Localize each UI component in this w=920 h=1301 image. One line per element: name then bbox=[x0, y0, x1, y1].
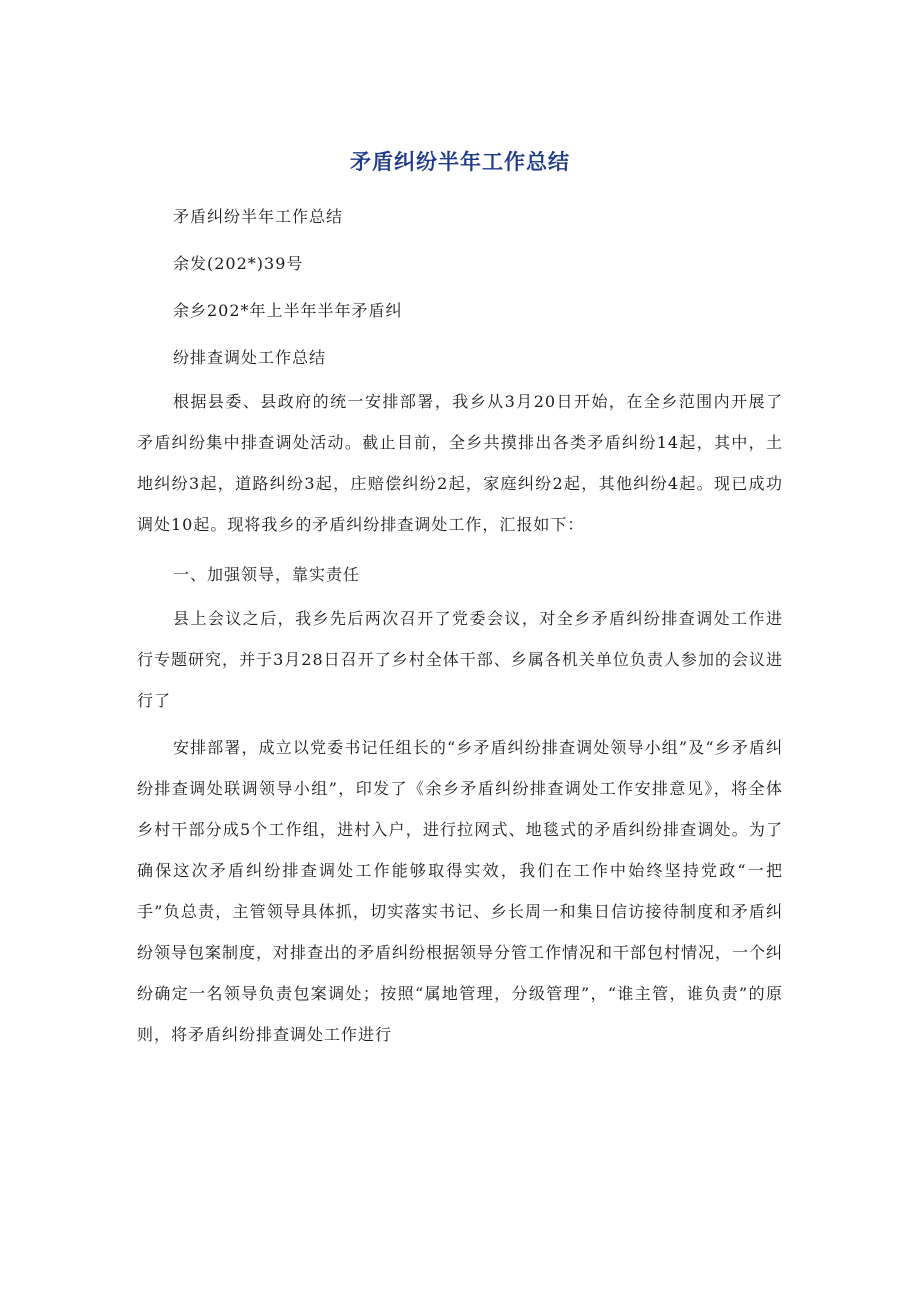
header-line-doc-number: 余发(202*)39号 bbox=[173, 254, 304, 273]
section-1-heading: 一、加强领导，靠实责任 bbox=[173, 565, 361, 584]
header-line-subtitle: 矛盾纠纷半年工作总结 bbox=[173, 207, 344, 226]
document-title: 矛盾纠纷半年工作总结 bbox=[350, 150, 570, 174]
document-body bbox=[137, 193, 783, 1061]
section-1-paragraph-1: 县上会议之后，我乡先后两次召开了党委会议，对全乡矛盾纠纷排查调处工作进行专题研究，并于3月28日召开了乡村全体干部、乡属各机关单位负责人参加的会议进行了 bbox=[137, 609, 783, 710]
header-line-report-title-part1: 余乡202*年上半年半年矛盾纠 bbox=[173, 301, 403, 320]
intro-paragraph: 根据县委、县政府的统一安排部署，我乡从3月20日开始，在全乡范围内开展了矛盾纠纷集中排查调处活动。截止目前，全乡共摸排出各类矛盾纠纷14起，其中，土地纠纷3起，道路纠纷3起，庄赔偿纠纷2起，家庭纠纷2起，其他纠纷4起。现已成功调处10起。现将我乡的矛盾纠纷排查调处工作，汇报如下： bbox=[137, 392, 783, 534]
section-1-paragraph-2: 安排部署，成立以党委书记任组长的“乡矛盾纠纷排查调处领导小组”及“乡矛盾纠纷排查调处联调领导小组”，印发了《余乡矛盾纠纷排查调处工作安排意见》，将全体乡村干部分成5个工作组，进村入户，进行拉网式、地毯式的矛盾纠纷排查调处。为了确保这次矛盾纠纷排查调处工作能够取得实效，我们在工作中始终坚持党政“一把手”负总责，主管领导具体抓，切实落实书记、乡长周一和集日信访接待制度和矛盾纠纷领导包案制度，对排查出的矛盾纠纷根据领导分管工作情况和干部包村情况，一个纠纷确定一名领导负责包案调处；按照“属地管理，分级管理”，“谁主管，谁负责”的原则，将矛盾纠纷排查调处工作进行 bbox=[137, 738, 784, 1044]
header-line-report-title-part2: 纷排查调处工作总结 bbox=[173, 348, 327, 367]
